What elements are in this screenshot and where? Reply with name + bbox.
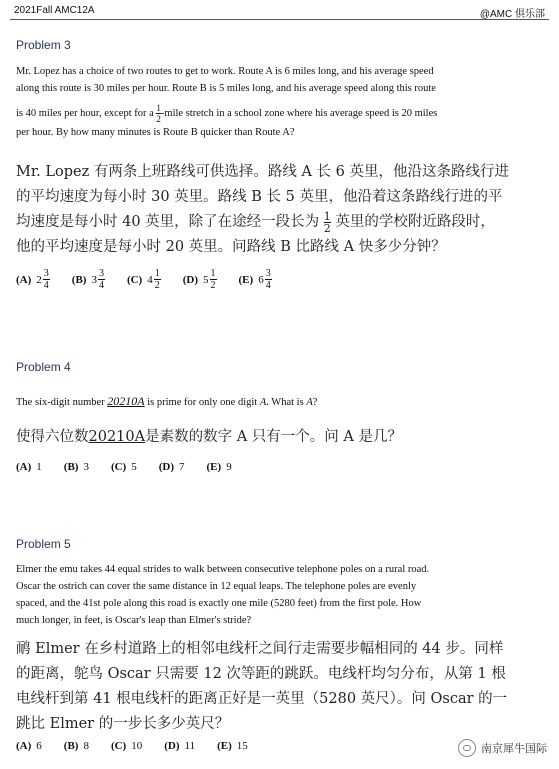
p3-zh-line-4: 他的平均速度是每小时 20 英里。问路线 B 比路线 A 快多少分钟？	[16, 239, 446, 255]
p5-zh-line-1: 鸸 Elmer 在乡村道路上的相邻电线杆之间行走需要步幅相同的 44 步。同样	[16, 641, 504, 657]
problem-4-chinese: 使得六位数20210A是素数的数字 A 只有一个。问 A 是几？	[16, 429, 402, 445]
p5-choice-d[interactable]: (D) 11	[164, 740, 196, 752]
p3-choice-a[interactable]: (A) 2 $\frac{3}{4}$	[16, 268, 49, 291]
p4-choice-a[interactable]: (A) 1	[16, 461, 42, 473]
p5-choice-e[interactable]: (E) 15	[217, 740, 248, 752]
p5-choice-c[interactable]: (C) 10	[110, 740, 143, 752]
p5-en-line-4: much longer, in feet, is Oscar's leap than Elmer's stride?	[16, 615, 252, 626]
page-header	[0, 0, 559, 20]
problem-3-chinese	[16, 160, 544, 260]
problem-5-chinese	[16, 637, 544, 737]
p5-choice-a[interactable]: (A) 6	[16, 740, 42, 752]
p4-choice-b[interactable]: (B) 3	[63, 461, 89, 473]
p4-choice-c[interactable]: (C) 5	[110, 461, 137, 473]
p3-en-fraction: $\frac{1}{2}$	[156, 103, 161, 124]
problem-4-english: The six-digit number 20210A is prime for only one digit A. What is A?	[16, 394, 318, 408]
p5-choice-b[interactable]: (B) 8	[63, 740, 89, 752]
p5-en-line-1: Elmer the emu takes 44 equal strides to walk between consecutive telephone poles on a rural road.	[16, 564, 430, 575]
p4-en-number: 20210A	[107, 394, 145, 408]
p3-zh-line-1: Mr. Lopez 有两条上班路线可供选择。路线 A 长 6 英里，他沿这条路线行进	[16, 164, 510, 180]
problem-4-title: Problem 4	[16, 360, 71, 374]
p3-choice-c[interactable]: (C) 4 $\frac{1}{2}$	[126, 268, 160, 291]
p3-en-line-2: along this route is 30 miles per hour. Route B is 5 miles long, and his average speed along this route	[16, 83, 436, 94]
problem-3-choices	[16, 268, 536, 291]
p3-zh-fraction: $\frac{1}{2}$	[323, 210, 331, 235]
p3-en-line-4: per hour. By how many minutes is Route B quicker than Route A?	[16, 127, 295, 138]
problem-5-english	[16, 561, 536, 629]
watermark-text: 南京犀牛国际	[481, 743, 547, 755]
p3-choice-b[interactable]: (B) 3 $\frac{3}{4}$	[71, 268, 104, 291]
p3-en-line-1: Mr. Lopez has a choice of two routes to get to work. Route A is 6 miles long, and his average speed	[16, 66, 434, 77]
p3-choice-d[interactable]: (D) 5 $\frac{1}{2}$	[182, 268, 216, 291]
p5-en-line-2: Oscar the ostrich can cover the same distance in 12 equal leaps. The telephone poles are evenly	[16, 581, 417, 592]
club-name: @AMC 俱乐部	[479, 9, 545, 20]
problem-5-title: Problem 5	[16, 537, 71, 551]
problem-4-choices	[16, 461, 536, 473]
p3-zh-line-3: 均速度是每小时 40 英里，除了在途经一段长为 $\frac{1}{2}$ 英里的学校附近路段时，	[16, 210, 495, 235]
p5-zh-line-3: 电线杆到第 41 根电线杆的距离正好是一英里（5280 英尺）。问 Oscar 的一	[16, 691, 508, 707]
p3-en-line-3: is 40 miles per hour, except for a $\frac{1}{2}$ -mile stretch in a school zone where his average speed is 20 miles	[16, 103, 438, 124]
p4-choice-e[interactable]: (E) 9	[206, 461, 232, 473]
p3-zh-line-2: 的平均速度为每小时 30 英里。路线 B 长 5 英里，他沿着这条路线行进的平	[16, 189, 503, 205]
p5-zh-line-2: 的距离，鸵鸟 Oscar 只需要 12 次等距的跳跃。电线杆均匀分布，从第 1 根	[16, 666, 506, 682]
p3-choice-e[interactable]: (E) 6 $\frac{3}{4}$	[238, 268, 271, 291]
watermark	[458, 739, 547, 757]
p5-zh-line-4: 跳比 Elmer 的一步长多少英尺？	[16, 716, 230, 732]
problem-3-english	[16, 63, 536, 141]
p4-choice-d[interactable]: (D) 7	[158, 461, 185, 473]
header-divider	[10, 19, 549, 20]
wechat-icon	[458, 739, 476, 757]
contest-name: 2021Fall AMC12A	[14, 5, 95, 16]
problem-3-title: Problem 3	[16, 38, 71, 52]
p4-zh-number: 20210A	[88, 429, 146, 445]
p5-en-line-3: spaced, and the 41st pole along this road is exactly one mile (5280 feet) from the first pole. How	[16, 598, 422, 609]
